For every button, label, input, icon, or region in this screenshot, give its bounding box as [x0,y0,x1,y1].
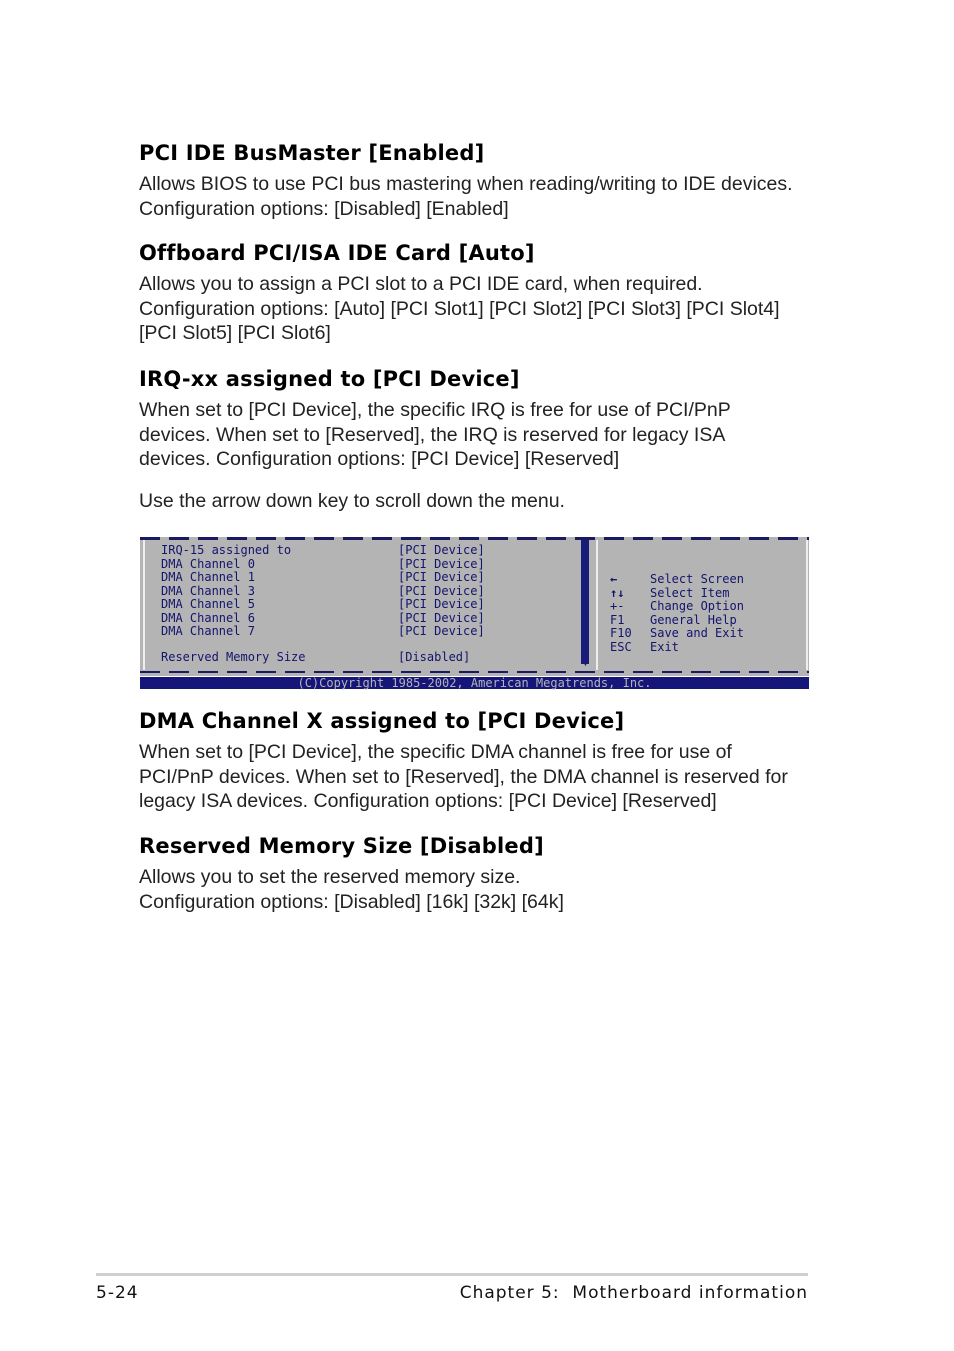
bios-setting-value[interactable]: [PCI Device] [398,624,485,638]
scroll-down-arrow-icon[interactable]: ▼ [580,657,591,669]
bios-setting-label: DMA Channel 6 [161,610,255,625]
section-description [139,272,819,346]
bios-setting-row[interactable] [161,556,485,571]
scroll-note [139,489,819,514]
help-general-help [610,612,737,627]
bios-screenshot [140,537,809,689]
bios-setting-label: Reserved Memory Size [161,650,306,664]
text-line: PCI/PnP devices. When set to [Reserved], the DMA channel is reserved for [139,765,788,788]
bios-setting-value[interactable]: [PCI Device] [398,610,485,625]
text-line: Allows you to assign a PCI slot to a PCI IDE card, when required. [139,273,703,295]
help-key: ESC [610,639,632,654]
up-down-arrow-icon: ↑↓ [610,585,625,600]
text-line: Configuration options: [Disabled] [16k] [32k] [64k] [139,890,564,913]
text-line: Use the arrow down key to scroll down the menu. [139,489,565,512]
text-line: When set to [PCI Device], the specific IRQ is free for use of PCI/PnP [139,399,731,421]
text-line: devices. Configuration options: [PCI Device] [Reserved] [139,448,620,470]
bios-setting-label: DMA Channel 3 [161,583,255,598]
text-line: Configuration options: [Disabled] [Enabled] [139,197,509,220]
bios-setting-row[interactable] [161,597,485,611]
footer-divider [96,1273,808,1276]
help-key: F10 [610,626,632,640]
bios-setting-value[interactable]: [PCI Device] [398,583,485,598]
chapter-title: Chapter 5: Motherboard information [459,1283,808,1303]
text-line: Allows you to set the reserved memory size. [139,866,521,888]
bios-setting-row[interactable] [161,583,485,598]
left-arrow-icon: ← [610,572,618,586]
help-action: Save and Exit [650,626,744,640]
bios-bottom-border [140,671,809,673]
bios-setting-row[interactable] [161,543,485,557]
section-pci-ide-busmaster [139,140,819,221]
bios-setting-value[interactable]: [PCI Device] [398,543,485,557]
bios-panel [140,537,809,676]
help-exit [610,639,679,654]
section-offboard-ide-card [139,240,819,346]
section-heading: IRQ-xx assigned to [PCI Device] [139,367,520,391]
help-select-item [610,585,730,600]
bios-copyright-bar: (C)Copyright 1985-2002, American Megatrends, Inc. [140,677,809,689]
page-number: 5-24 [96,1283,139,1303]
bios-setting-label: DMA Channel 5 [161,597,255,611]
section-heading: DMA Channel X assigned to [PCI Device] [139,709,625,733]
bios-setting-value[interactable]: [PCI Device] [398,597,485,611]
text-line: When set to [PCI Device], the specific DMA channel is free for use of [139,741,732,763]
section-description [139,865,819,914]
bios-setting-label: DMA Channel 0 [161,556,255,571]
text-line: [PCI Slot5] [PCI Slot6] [139,322,331,344]
bios-setting-row[interactable] [161,624,485,638]
section-description [139,740,819,814]
bios-setting-label: DMA Channel 7 [161,624,255,638]
section-dma-channel-assigned [139,708,819,814]
help-action: Select Item [650,585,730,600]
text-line: devices. When set to [Reserved], the IRQ is reserved for legacy ISA [139,423,726,446]
bios-scrollbar[interactable] [581,540,589,664]
section-reserved-memory-size [139,833,819,914]
section-heading: Offboard PCI/ISA IDE Card [Auto] [139,241,535,265]
help-select-screen [610,572,744,586]
bios-setting-label: DMA Channel 1 [161,570,255,584]
help-key: +- [610,599,625,613]
help-key: F1 [610,612,625,627]
text-line: legacy ISA devices. Configuration options: [PCI Device] [Reserved] [139,790,717,812]
text-line: Configuration options: [Auto] [PCI Slot1] [PCI Slot2] [PCI Slot3] [PCI Slot4] [139,297,780,320]
help-action: Change Option [650,599,744,613]
bios-setting-label: IRQ-15 assigned to [161,543,292,557]
section-irq-assigned [139,366,819,513]
bios-setting-row[interactable] [161,650,471,664]
section-heading: Reserved Memory Size [Disabled] [139,834,544,858]
bios-setting-row[interactable] [161,570,485,584]
bios-setting-value[interactable]: [PCI Device] [398,556,485,571]
section-description [139,398,819,472]
bios-setting-value[interactable]: [Disabled] [398,650,471,664]
text-line: Allows BIOS to use PCI bus mastering when reading/writing to IDE devices. [139,173,793,195]
help-change-option [610,599,744,613]
section-heading: PCI IDE BusMaster [Enabled] [139,141,485,165]
bios-setting-row[interactable] [161,610,485,625]
help-save-exit [610,626,744,640]
section-description [139,172,819,221]
help-action: General Help [650,612,737,627]
help-action: Select Screen [650,572,744,586]
help-action: Exit [650,639,679,654]
bios-setting-value[interactable]: [PCI Device] [398,570,485,584]
